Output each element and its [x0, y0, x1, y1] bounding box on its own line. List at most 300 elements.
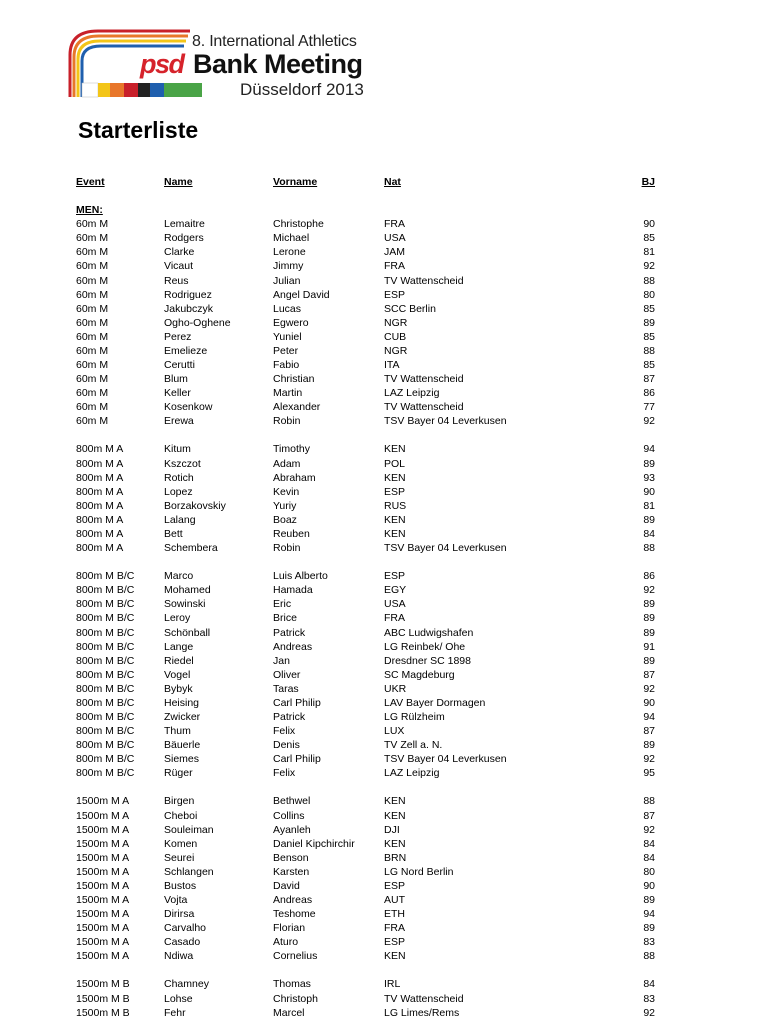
cell-name: Mohamed	[164, 584, 211, 597]
cell-bj: 90	[643, 485, 655, 498]
cell-event: 800m M B/C	[76, 654, 135, 667]
cell-name: Clarke	[164, 246, 195, 259]
cell-event: 60m M	[76, 246, 109, 259]
col-name-header: Name	[164, 176, 193, 188]
cell-name: Blum	[164, 373, 188, 386]
cell-nat: LAZ Leipzig	[384, 767, 440, 780]
cell-vorname: Teshome	[273, 908, 316, 921]
cell-name: Rodriguez	[164, 288, 212, 301]
cell-name: Kosenkow	[164, 401, 213, 414]
cell-event: 1500m M A	[76, 922, 130, 935]
cell-nat: CUB	[384, 330, 407, 343]
cell-bj: 84	[643, 527, 655, 540]
cell-event: 1500m M A	[76, 908, 130, 921]
cell-bj: 83	[643, 936, 655, 949]
cell-name: Rüger	[164, 767, 193, 780]
cell-name: Emelieze	[164, 344, 208, 357]
cell-nat: FRA	[384, 612, 405, 625]
cell-event: 800m M B/C	[76, 570, 135, 583]
col-bj-header: BJ	[641, 176, 655, 188]
cell-vorname: Brice	[273, 612, 297, 625]
cell-event: 1500m M B	[76, 978, 130, 991]
cell-nat: NGR	[384, 316, 408, 329]
cell-nat: ABC Ludwigshafen	[384, 626, 474, 639]
cell-vorname: Collins	[273, 809, 305, 822]
cell-event: 1500m M B	[76, 992, 130, 1005]
cell-nat: TV Wattenscheid	[384, 274, 464, 287]
table-row	[0, 611, 768, 625]
cell-name: Schlangen	[164, 865, 214, 878]
cell-bj: 86	[643, 387, 655, 400]
cell-name: Lemaitre	[164, 218, 205, 231]
table-row	[0, 302, 768, 316]
table-row	[0, 1006, 768, 1020]
cell-name: Riedel	[164, 654, 194, 667]
cell-nat: BRN	[384, 851, 407, 864]
cell-name: Seurei	[164, 851, 195, 864]
cell-vorname: Thomas	[273, 978, 311, 991]
cell-nat: IRL	[384, 978, 401, 991]
cell-bj: 77	[643, 401, 655, 414]
cell-nat: RUS	[384, 499, 407, 512]
table-row	[0, 865, 768, 879]
cell-name: Vicaut	[164, 260, 193, 273]
cell-event: 800m M B/C	[76, 710, 135, 723]
cell-nat: TSV Bayer 04 Leverkusen	[384, 415, 507, 428]
cell-event: 800m M B/C	[76, 598, 135, 611]
cell-vorname: Florian	[273, 922, 306, 935]
cell-bj: 81	[643, 499, 655, 512]
cell-bj: 92	[643, 584, 655, 597]
cell-bj: 94	[643, 710, 655, 723]
table-row	[0, 992, 768, 1006]
cell-name: Vojta	[164, 893, 188, 906]
cell-vorname: Fabio	[273, 359, 300, 372]
cell-name: Leroy	[164, 612, 191, 625]
cell-name: Ogho-Oghene	[164, 316, 231, 329]
cell-bj: 88	[643, 344, 655, 357]
section-row	[0, 203, 768, 217]
table-row	[0, 823, 768, 837]
cell-nat: FRA	[384, 260, 405, 273]
table-row	[0, 274, 768, 288]
cell-vorname: Eric	[273, 598, 292, 611]
table-row	[0, 682, 768, 696]
cell-bj: 80	[643, 288, 655, 301]
cell-vorname: Abraham	[273, 471, 316, 484]
table-row	[0, 344, 768, 358]
cell-bj: 89	[643, 457, 655, 470]
table-row	[0, 977, 768, 991]
cell-vorname: Boaz	[273, 513, 297, 526]
cell-nat: LUX	[384, 725, 405, 738]
table-row	[0, 766, 768, 780]
cell-event: 1500m M A	[76, 950, 130, 963]
cell-nat: UKR	[384, 682, 407, 695]
table-row	[0, 358, 768, 372]
cell-name: Bett	[164, 527, 183, 540]
cell-bj: 87	[643, 725, 655, 738]
cell-bj: 88	[643, 795, 655, 808]
cell-vorname: Lerone	[273, 246, 306, 259]
cell-bj: 84	[643, 837, 655, 850]
logo-line-2: Bank Meeting	[193, 49, 363, 79]
cell-bj: 89	[643, 598, 655, 611]
cell-nat: ITA	[384, 359, 400, 372]
cell-nat: KEN	[384, 513, 406, 526]
col-nat-header: Nat	[384, 176, 401, 188]
cell-event: 1500m M A	[76, 936, 130, 949]
cell-name: Erewa	[164, 415, 194, 428]
table-row	[0, 259, 768, 273]
cell-name: Lange	[164, 640, 194, 653]
cell-nat: LG Limes/Rems	[384, 1006, 460, 1019]
table-row	[0, 288, 768, 302]
cell-nat: USA	[384, 232, 406, 245]
cell-nat: LG Reinbek/ Ohe	[384, 640, 466, 653]
cell-nat: SC Magdeburg	[384, 668, 455, 681]
cell-vorname: Lucas	[273, 302, 302, 315]
cell-vorname: Hamada	[273, 584, 313, 597]
cell-vorname: Adam	[273, 457, 301, 470]
cell-vorname: Peter	[273, 344, 299, 357]
cell-event: 1500m M A	[76, 809, 130, 822]
cell-bj: 90	[643, 218, 655, 231]
cell-bj: 89	[643, 739, 655, 752]
cell-nat: JAM	[384, 246, 405, 259]
cell-nat: KEN	[384, 950, 406, 963]
cell-name: Ndiwa	[164, 950, 194, 963]
logo-line-1: 8. International Athletics	[192, 33, 357, 50]
table-row	[0, 316, 768, 330]
table-row	[0, 794, 768, 808]
cell-vorname: Aturo	[273, 936, 299, 949]
cell-vorname: Robin	[273, 542, 301, 555]
cell-name: Souleiman	[164, 823, 214, 836]
cell-event: 1500m M A	[76, 879, 130, 892]
table-row	[0, 837, 768, 851]
cell-vorname: Andreas	[273, 893, 313, 906]
cell-nat: DJI	[384, 823, 400, 836]
cell-name: Bustos	[164, 879, 197, 892]
table-row	[0, 710, 768, 724]
cell-nat: TSV Bayer 04 Leverkusen	[384, 753, 507, 766]
cell-nat: TV Wattenscheid	[384, 401, 464, 414]
table-row	[0, 569, 768, 583]
table-row	[0, 893, 768, 907]
cell-nat: KEN	[384, 443, 406, 456]
cell-nat: TSV Bayer 04 Leverkusen	[384, 542, 507, 555]
cell-event: 800m M B/C	[76, 682, 135, 695]
cell-vorname: Carl Philip	[273, 753, 321, 766]
cell-event: 800m M B/C	[76, 767, 135, 780]
cell-event: 800m M A	[76, 443, 124, 456]
cell-nat: LAV Bayer Dormagen	[384, 696, 486, 709]
cell-vorname: Reuben	[273, 527, 310, 540]
table-row	[0, 485, 768, 499]
cell-name: Cheboi	[164, 809, 198, 822]
cell-nat: NGR	[384, 344, 408, 357]
cell-nat: KEN	[384, 795, 406, 808]
page-title: Starterliste	[78, 117, 199, 143]
cell-nat: FRA	[384, 922, 405, 935]
meeting-logo	[68, 25, 368, 100]
cell-bj: 84	[643, 978, 655, 991]
cell-event: 60m M	[76, 302, 109, 315]
cell-event: 60m M	[76, 218, 109, 231]
cell-bj: 83	[643, 992, 655, 1005]
cell-event: 1500m M A	[76, 893, 130, 906]
table-row	[0, 752, 768, 766]
cell-bj: 89	[643, 654, 655, 667]
cell-name: Keller	[164, 387, 191, 400]
cell-nat: USA	[384, 598, 406, 611]
cell-name: Cerutti	[164, 359, 195, 372]
cell-nat: ESP	[384, 288, 406, 301]
cell-event: 800m M B/C	[76, 739, 135, 752]
cell-event: 60m M	[76, 401, 109, 414]
cell-name: Bybyk	[164, 682, 193, 695]
table-row	[0, 499, 768, 513]
section-label-men: MEN:	[76, 204, 103, 217]
table-row	[0, 231, 768, 245]
table-row	[0, 471, 768, 485]
cell-name: Schembera	[164, 542, 218, 555]
cell-name: Lalang	[164, 513, 196, 526]
cell-name: Reus	[164, 274, 189, 287]
cell-bj: 95	[643, 767, 655, 780]
cell-bj: 89	[643, 626, 655, 639]
table-row	[0, 245, 768, 259]
cell-name: Bäuerle	[164, 739, 201, 752]
table-row	[0, 457, 768, 471]
cell-event: 60m M	[76, 387, 109, 400]
cell-name: Jakubczyk	[164, 302, 214, 315]
cell-vorname: Kevin	[273, 485, 300, 498]
cell-bj: 87	[643, 373, 655, 386]
table-row	[0, 372, 768, 386]
cell-event: 800m M B/C	[76, 668, 135, 681]
cell-bj: 94	[643, 908, 655, 921]
table-row	[0, 907, 768, 921]
table-row	[0, 386, 768, 400]
cell-nat: POL	[384, 457, 406, 470]
cell-nat: Dresdner SC 1898	[384, 654, 471, 667]
logo-line-3: Düsseldorf 2013	[240, 80, 364, 99]
cell-event: 60m M	[76, 415, 109, 428]
cell-event: 800m M A	[76, 471, 124, 484]
cell-vorname: Christian	[273, 373, 315, 386]
cell-bj: 88	[643, 950, 655, 963]
table-row	[0, 400, 768, 414]
cell-name: Birgen	[164, 795, 195, 808]
cell-event: 800m M A	[76, 513, 124, 526]
cell-nat: SCC Berlin	[384, 302, 436, 315]
cell-vorname: Timothy	[273, 443, 310, 456]
cell-vorname: Christophe	[273, 218, 324, 231]
cell-vorname: Cornelius	[273, 950, 318, 963]
cell-name: Siemes	[164, 753, 200, 766]
cell-bj: 89	[643, 922, 655, 935]
table-row	[0, 513, 768, 527]
table-row	[0, 583, 768, 597]
cell-nat: LAZ Leipzig	[384, 387, 440, 400]
cell-event: 800m M B/C	[76, 753, 135, 766]
cell-vorname: Yuniel	[273, 330, 302, 343]
cell-bj: 85	[643, 302, 655, 315]
cell-vorname: Jan	[273, 654, 290, 667]
table-row	[0, 851, 768, 865]
cell-name: Lohse	[164, 992, 193, 1005]
table-row	[0, 724, 768, 738]
table-row	[0, 935, 768, 949]
cell-name: Casado	[164, 936, 201, 949]
cell-event: 60m M	[76, 274, 109, 287]
cell-name: Marco	[164, 570, 194, 583]
starter-table	[0, 175, 768, 1020]
cell-bj: 80	[643, 865, 655, 878]
table-row	[0, 217, 768, 231]
cell-event: 1500m M A	[76, 865, 130, 878]
cell-vorname: Robin	[273, 415, 301, 428]
cell-nat: ESP	[384, 570, 406, 583]
cell-bj: 81	[643, 246, 655, 259]
cell-vorname: Marcel	[273, 1006, 305, 1019]
cell-nat: TV Zell a. N.	[384, 739, 443, 752]
cell-name: Thum	[164, 725, 191, 738]
cell-event: 800m M B/C	[76, 612, 135, 625]
cell-name: Heising	[164, 696, 200, 709]
cell-name: Carvalho	[164, 922, 207, 935]
cell-name: Borzakovskiy	[164, 499, 226, 512]
cell-vorname: Bethwel	[273, 795, 311, 808]
table-row	[0, 949, 768, 963]
table-row	[0, 414, 768, 428]
cell-event: 800m M B/C	[76, 725, 135, 738]
cell-vorname: Egwero	[273, 316, 309, 329]
table-row	[0, 696, 768, 710]
cell-name: Perez	[164, 330, 192, 343]
cell-event: 60m M	[76, 288, 109, 301]
cell-bj: 92	[643, 753, 655, 766]
cell-vorname: Julian	[273, 274, 301, 287]
cell-name: Kszczot	[164, 457, 201, 470]
cell-nat: ESP	[384, 936, 406, 949]
cell-event: 1500m M B	[76, 1006, 130, 1019]
cell-event: 60m M	[76, 316, 109, 329]
cell-vorname: Patrick	[273, 626, 306, 639]
table-row	[0, 527, 768, 541]
cell-name: Rotich	[164, 471, 194, 484]
cell-vorname: Alexander	[273, 401, 321, 414]
table-row	[0, 442, 768, 456]
cell-vorname: Benson	[273, 851, 309, 864]
cell-nat: ESP	[384, 485, 406, 498]
cell-bj: 91	[643, 640, 655, 653]
cell-bj: 93	[643, 471, 655, 484]
cell-vorname: Yuriy	[273, 499, 297, 512]
table-row	[0, 738, 768, 752]
cell-vorname: Taras	[273, 682, 299, 695]
cell-vorname: Martin	[273, 387, 303, 400]
cell-event: 60m M	[76, 260, 109, 273]
table-row	[0, 541, 768, 555]
cell-event: 60m M	[76, 359, 109, 372]
cell-bj: 89	[643, 893, 655, 906]
cell-nat: TV Wattenscheid	[384, 373, 464, 386]
cell-vorname: Jimmy	[273, 260, 304, 273]
cell-name: Zwicker	[164, 710, 201, 723]
cell-vorname: Oliver	[273, 668, 301, 681]
cell-vorname: Daniel Kipchirchir	[273, 837, 355, 850]
cell-bj: 89	[643, 513, 655, 526]
cell-event: 60m M	[76, 330, 109, 343]
cell-vorname: Luis Alberto	[273, 570, 328, 583]
cell-name: Schönball	[164, 626, 211, 639]
cell-nat: ESP	[384, 879, 406, 892]
table-row	[0, 809, 768, 823]
col-event-header: Event	[76, 176, 105, 188]
cell-vorname: Michael	[273, 232, 310, 245]
table-row	[0, 654, 768, 668]
cell-event: 60m M	[76, 373, 109, 386]
cell-bj: 86	[643, 570, 655, 583]
cell-name: Sowinski	[164, 598, 206, 611]
cell-nat: LG Rülzheim	[384, 710, 445, 723]
cell-name: Rodgers	[164, 232, 204, 245]
table-row	[0, 921, 768, 935]
cell-nat: ETH	[384, 908, 405, 921]
cell-name: Vogel	[164, 668, 191, 681]
cell-nat: FRA	[384, 218, 405, 231]
cell-event: 60m M	[76, 232, 109, 245]
table-row	[0, 879, 768, 893]
table-header	[0, 175, 768, 189]
cell-bj: 94	[643, 443, 655, 456]
cell-event: 800m M B/C	[76, 640, 135, 653]
cell-name: Kitum	[164, 443, 191, 456]
cell-nat: KEN	[384, 527, 406, 540]
cell-event: 800m M A	[76, 457, 124, 470]
table-row	[0, 330, 768, 344]
cell-vorname: Karsten	[273, 865, 310, 878]
cell-bj: 92	[643, 415, 655, 428]
cell-name: Komen	[164, 837, 198, 850]
cell-bj: 92	[643, 823, 655, 836]
table-row	[0, 597, 768, 611]
brand-wordmark: psd	[140, 49, 184, 79]
col-vorname-header: Vorname	[273, 176, 318, 188]
table-row	[0, 668, 768, 682]
cell-vorname: Denis	[273, 739, 300, 752]
cell-vorname: Angel David	[273, 288, 330, 301]
cell-vorname: Ayanleh	[273, 823, 311, 836]
cell-nat: TV Wattenscheid	[384, 992, 464, 1005]
cell-bj: 85	[643, 359, 655, 372]
cell-bj: 88	[643, 274, 655, 287]
cell-bj: 84	[643, 851, 655, 864]
cell-event: 1500m M A	[76, 795, 130, 808]
cell-vorname: Patrick	[273, 710, 306, 723]
cell-bj: 90	[643, 696, 655, 709]
cell-bj: 89	[643, 316, 655, 329]
cell-bj: 87	[643, 809, 655, 822]
cell-nat: EGY	[384, 584, 407, 597]
cell-name: Fehr	[164, 1006, 186, 1019]
cell-bj: 92	[643, 260, 655, 273]
cell-vorname: Felix	[273, 767, 296, 780]
cell-vorname: Felix	[273, 725, 296, 738]
